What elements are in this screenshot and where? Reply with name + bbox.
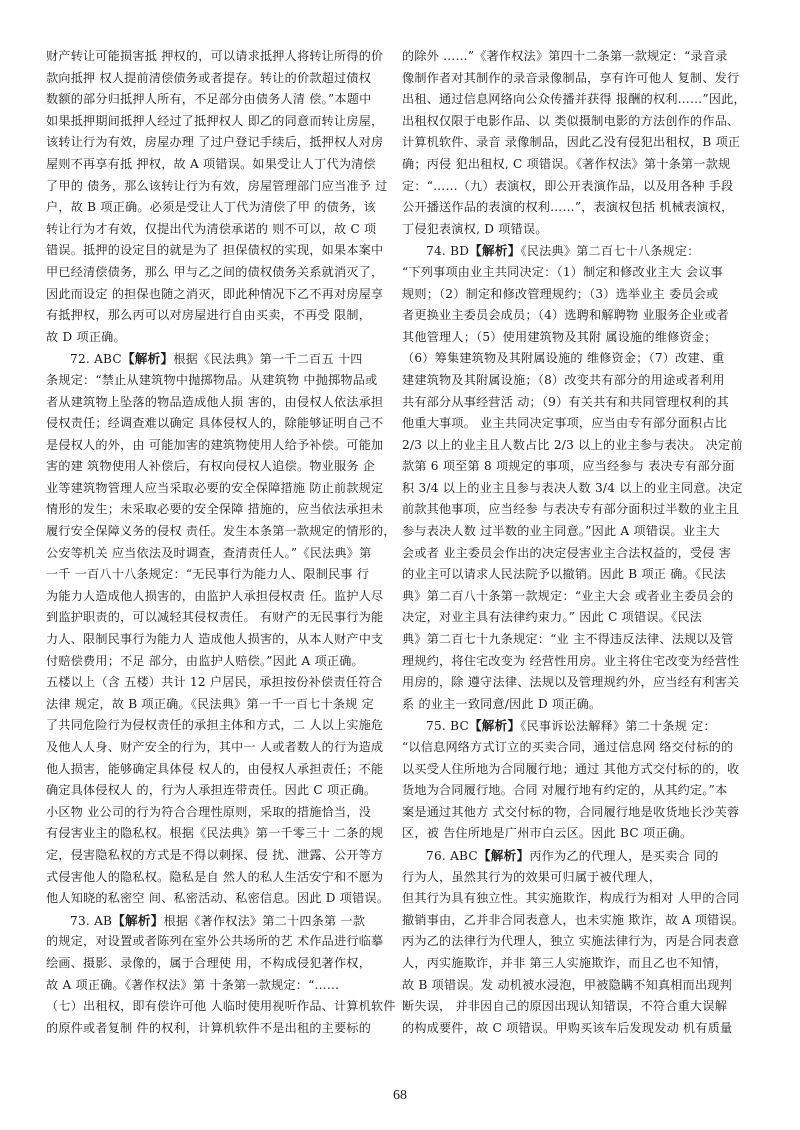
text-line: 公开播送作品的表演的权利……”，表演权包括 机械表演权， xyxy=(402,200,734,215)
text-line: 其他管理人；（5）使用建筑物及其附 属设施的维修资金； xyxy=(402,329,717,344)
text-line: 财产转让可能损害抵 押权的，可以请求抵押人将转让所得的价 xyxy=(46,49,384,63)
text-line: 他重大事项。 业主共同决定事项，应当由专有部分面积占比 xyxy=(402,416,728,431)
text-line: 是侵权人的外，由 可能加害的建筑物使用人给予补偿。可能加 xyxy=(46,437,384,452)
text-line: 款第 6 项至第 8 项规定的事项，应当经参与 表决专有部分面 xyxy=(402,459,735,474)
text-line: 丙为乙的法律行为代理人，独立 实施法律行为，丙是合同表意 xyxy=(402,934,740,949)
text-line: 到监护职责的，可以减轻其侵权责任。 有财产的无民事行为能 xyxy=(46,610,384,625)
text-line: “下列事项由业主共同决定：（1）制定和修改业主大 会议事 xyxy=(402,264,724,279)
text-line: 及他人人身、财产安全的行为，其中一 人或者数人的行为造成 xyxy=(46,740,384,754)
text-line: 力人、限制民事行为能力人 造成他人损害的，从本人财产中支 xyxy=(46,632,384,647)
text-line: 有抵押权，那么丙可以对房屋进行自由买卖，不再受 限制， xyxy=(46,308,372,323)
text-line: 者更换业主委员会成员；（4）选聘和解聘物 业服务企业或者 xyxy=(402,308,729,323)
text-line: 定，侵害隐私权的方式是不得以刺探、侵 扰、泄露、公开等方 xyxy=(46,847,384,862)
text-line: 一千 一百八十八条规定：“无民事行为能力人、限制民事 行 xyxy=(46,567,370,582)
text-line: 典》第二百八十条第一款规定：“业主大会 或者业主委员会的 xyxy=(402,588,734,603)
text-line: 规则；（2）制定和修改管理规约；（3）选举业主 委员会或 xyxy=(402,286,719,301)
text-line: 因此而设定 的担保也随之消灭，即此种情况下乙不再对房屋享 xyxy=(46,286,384,301)
text-line: “以信息网络方式订立的买卖合同，通过信息网 络交付标的的 xyxy=(402,740,734,754)
text-line: 人，丙实施欺诈，并非 第三人实施欺诈，而且乙也不知情， xyxy=(402,955,728,970)
answer-text: 《民事诉讼法解释》第二十条规 定： xyxy=(520,719,716,734)
question-number: 75. BC xyxy=(426,719,469,734)
text-line: 转让行为才有效，仅提出代为清偿承诺的 则不可以，故 C 项 xyxy=(46,221,377,236)
text-line: 害的建 筑物使用人补偿后，有权向侵权人追偿。物业服务 企 xyxy=(46,459,376,474)
text-line: 前款其他事项，应当经参 与表决专有部分面积过半数的业主且 xyxy=(402,502,740,517)
text-line: 数额的部分归抵押人所有，不足部分由债务人清 偿。”本题中 xyxy=(46,92,372,107)
text-line: 系 的业主一致同意/因此 D 项正确。 xyxy=(402,696,602,711)
text-line: 小区物 业公司的行为符合合理性原则，采取的措施恰当，没 xyxy=(46,804,372,819)
analysis-tag: 【解析】 xyxy=(477,847,530,863)
text-line: 决定，对业主具有法律约束力。” 因此 C 项错误。《民法 xyxy=(402,610,703,625)
question-number: 73. AB xyxy=(70,913,113,928)
text-line: 如果抵押期间抵押人经过了抵押权人 即乙的同意而转让房屋， xyxy=(46,113,384,128)
text-line: 出租、通过信息网络向公众传播并获得 报酬的权利……”因此， xyxy=(402,92,746,107)
answer-text: 根据《著作权法》第二十四条第 一款 xyxy=(163,913,366,928)
text-line: 公安等机关 应当依法及时调查，查清责任人。”《民法典》第 xyxy=(46,545,372,560)
text-line: 绘画、摄影、录像的，属于合理使 用，不构成侵犯著作权， xyxy=(46,955,372,970)
question-number: 72. ABC xyxy=(70,352,122,367)
answer-text: 丙作为乙的代理人，是买卖合 同的 xyxy=(529,848,719,863)
right-column xyxy=(402,46,754,1039)
text-line: 共有部分从事经营活 动；（9）有关共有和共同管理权利的其 xyxy=(402,394,729,409)
text-line: 用房的，除 遵守法律、法规以及管理规约外，应当经有利害关 xyxy=(402,675,740,690)
text-line: 的除外 ……”《著作权法》第四十二条第一款规定：“录音录 xyxy=(402,49,728,63)
question-number: 76. ABC xyxy=(426,848,478,863)
text-line: （6）筹集建筑物及其附属设施的 维修资金；（7）改建、重 xyxy=(402,351,725,366)
page-number: 68 xyxy=(393,1088,407,1103)
text-line: 履行安全保障义务的侵权 责任。发生本条第一款规定的情形的， xyxy=(46,524,396,539)
text-line: 理规约，将住宅改变为 经营性用房。业主将住宅改变为经营性 xyxy=(402,653,740,668)
text-line: 付赔偿费用；不足 部分，由监护人赔偿。”因此 A 项正确。 xyxy=(46,653,364,668)
text-line: 甲已经清偿债务，那么 甲与乙之间的债权债务关系就消灭了， xyxy=(46,264,384,279)
text-line: 像制作者对其制作的录音录像制品，享有许可他人 复制、发行 xyxy=(402,70,740,85)
answer-heading-line xyxy=(402,240,754,262)
text-line: 2/3 以上的业主且人数占比 2/3 以上的业主参与表决。 决定前 xyxy=(402,437,743,452)
answer-text: 根据《民法典》第一千二百五 十四 xyxy=(173,352,363,367)
text-line: 行为人，虽然其行为的效果可归属于被代理人， xyxy=(402,869,662,884)
text-line: 故 A 项正确。《著作权法》第 十条第一款规定：“…… xyxy=(46,977,340,992)
text-line: 出租权仅限于电影作品、以 类似摄制电影的方法创作的作品、 xyxy=(402,113,740,128)
text-line: 五楼以上（含 五楼）共计 12 户居民，承担按份补偿责任符合 xyxy=(46,675,383,690)
answer-heading-line xyxy=(402,845,754,867)
text-line: 法律 规定，故 B 项正确。《民法典》第一千一百七十条规 定 xyxy=(46,696,375,711)
text-line: 款向抵押 权人提前清偿债务或者提存。转让的价款超过债权 xyxy=(46,70,372,85)
text-line: 案是通过其他方 式交付标的物，合同履行地是收货地长沙芙蓉 xyxy=(402,804,740,819)
text-line: 有侵害业主的隐私权。根据《民法典》第一千零三十 二条的规 xyxy=(46,826,384,841)
text-line: 他人损害，能够确定具体侵 权人的，由侵权人承担责任；不能 xyxy=(46,761,384,776)
text-line: 屋则不再享有抵 押权，故 A 项错误。如果受让人丁代为清偿 xyxy=(46,156,376,171)
text-line: 区，被 告住所地是广州市白云区。因此 BC 项正确。 xyxy=(402,826,693,841)
text-line: 撤销事由，乙并非合同表意人，也未实施 欺诈，故 A 项错误。 xyxy=(402,912,745,927)
text-line: 故 D 项正确。 xyxy=(46,329,126,344)
text-line: 典》第二百七十九条规定：“业 主不得违反法律、法规以及管 xyxy=(402,632,734,647)
text-line: 了共同危险行为侵权责任的承担主体和方式，二 人以上实施危 xyxy=(46,718,384,733)
text-line: 的构成要件，故 C 项错误。甲购买该车后发现发动 机有质量 xyxy=(402,1020,733,1035)
analysis-tag: 【解析】 xyxy=(469,243,521,259)
text-line: 的原件或者复制 件的权利，计算机软件不是出租的主要标的 xyxy=(46,1020,372,1035)
text-line: （七）出租权，即有偿许可他 人临时使用视听作品、计算机软件 xyxy=(46,999,396,1014)
text-line: 定：“……（九）表演权，即公开表演作品，以及用各种 手段 xyxy=(402,178,734,193)
text-line: 丁侵犯表演权, D 项错误。 xyxy=(402,221,548,236)
answer-text: 《民法典》第二百七十八条规定： xyxy=(520,244,700,259)
text-line: 为能力人造成他人损害的，由监护人承担侵权责 任。监护人尽 xyxy=(46,588,384,603)
text-line: 确；丙侵 犯出租权, C 项错误。《著作权法》第十条第一款规 xyxy=(402,156,731,171)
analysis-tag: 【解析】 xyxy=(112,912,164,928)
text-line: 户，故 B 项正确。必须是受让人丁代为清偿了甲 的债务，该 xyxy=(46,200,377,215)
left-column xyxy=(46,46,398,1039)
answer-heading-line xyxy=(402,715,754,737)
text-line: 了甲的 债务，那么该转让行为有效，房屋管理部门应当准予 过 xyxy=(46,178,388,193)
text-line: 故 B 项错误。发 动机被水浸泡，甲被隐瞒不知真相而出现判 xyxy=(402,977,733,992)
text-line: 计算机软件、录音 录像制品，因此乙没有侵犯出租权，B 项正 xyxy=(402,135,741,150)
text-line: 确定具体侵权人 的，行为人承担连带责任。因此 C 项正确。 xyxy=(46,783,377,798)
text-line: 的业主可以请求人民法院予以撤销。因此 B 项正 确。《民法 xyxy=(402,567,726,582)
text-line: 式侵害他人的隐私权。隐私是自 然人的私人生活安宁和不愿为 xyxy=(46,869,384,884)
analysis-tag: 【解析】 xyxy=(468,718,521,734)
text-line: 的规定，对设置或者陈列在室外公共场所的艺 术作品进行临摹 xyxy=(46,934,384,949)
analysis-tag: 【解析】 xyxy=(121,351,174,367)
text-line: 他人知晓的私密空 间、私密活动、私密信息。因此 D 项错误。 xyxy=(46,891,390,906)
text-line: 以买受人住所地为合同履行地；通过 其他方式交付标的的，收 xyxy=(402,761,740,776)
answer-heading-line xyxy=(46,910,398,932)
text-line: 侵权责任；经调查难以确定 具体侵权人的，除能够证明自己不 xyxy=(46,416,384,431)
text-line: 条规定：“禁止从建筑物中抛掷物品。从建筑物 中抛掷物品或 xyxy=(46,372,378,387)
text-line: 情形的发生；未采取必要的安全保障 措施的，应当依法承担未 xyxy=(46,502,384,517)
text-line: 货地为合同履行地。合同 对履行地有约定的，从其约定。”本 xyxy=(402,783,728,798)
text-line: 该转让行为有效，房屋办理 了过户登记手续后，抵押权人对房 xyxy=(46,135,384,150)
question-number: 74. BD xyxy=(426,244,470,259)
answer-heading-line xyxy=(46,348,398,370)
text-line: 建建筑物及其附属设施；（8）改变共有部分的用途或者利用 xyxy=(402,372,725,387)
text-line: 错误。抵押的设定目的就是为了 担保债权的实现，如果本案中 xyxy=(46,243,384,258)
text-line: 但其行为具有独立性。其实施欺诈，构成行为相对 人甲的合同 xyxy=(402,891,740,906)
text-line: 会或者 业主委员会作出的决定侵害业主合法权益的，受侵 害 xyxy=(402,545,732,560)
text-line: 积 3/4 以上的业主且参与表决人数 3/4 以上的业主同意。决定 xyxy=(402,480,743,495)
text-line: 业等建筑物管理人应当采取必要的安全保障措施 防止前款规定 xyxy=(46,480,384,495)
text-line: 参与表决人数 过半数的业主同意。”因此 A 项错误。业主大 xyxy=(402,524,720,539)
text-line: 断失误， 并非因自己的原因出现认知错误，不符合重大误解 xyxy=(402,999,728,1014)
text-line: 者从建筑物上坠落的物品造成他人损 害的，由侵权人依法承担 xyxy=(46,394,384,409)
